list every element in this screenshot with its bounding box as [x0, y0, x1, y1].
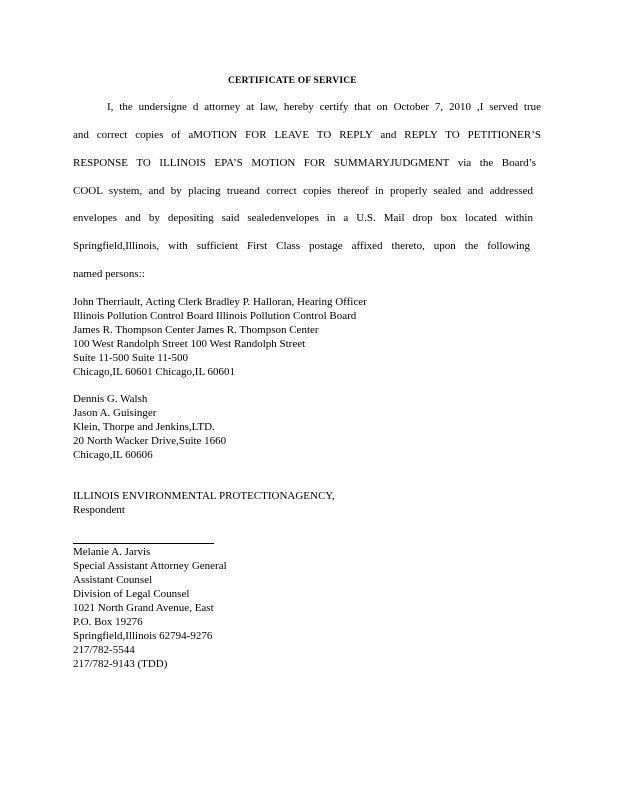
respondent-label: Respondent	[73, 504, 125, 516]
service-line-6: Chicago,IL 60601 Chicago,IL 60601	[73, 366, 236, 378]
service-line-3: James R. Thompson Center James R. Thompson Center	[73, 324, 319, 336]
signature-line-9: 217/782-9143 (TDD)	[73, 658, 168, 670]
service-line-1: John Therriault, Acting Clerk Bradley P. Halloran, Hearing Officer	[73, 296, 367, 308]
body-line-5: envelopes and by depositing said sealedenvelopes in a U.S. Mail drop box located within	[73, 212, 533, 224]
service-line-4: 100 West Randolph Street 100 West Randolph Street	[73, 338, 306, 350]
service-line-2: Illinois Pollution Control Board Illinois Pollution Control Board	[73, 310, 357, 322]
signature-line-1: Melanie A. Jarvis	[73, 546, 151, 558]
body-line-2: and correct copies of aMOTION FOR LEAVE TO REPLY and REPLY TO PETITIONER’S	[73, 129, 541, 141]
walsh-line-2: Jason A. Guisinger	[73, 407, 157, 419]
signature-line-2: Special Assistant Attorney General	[73, 560, 227, 572]
walsh-line-4: 20 North Wacker Drive,Suite 1660	[73, 435, 227, 447]
body-line-7: named persons::	[73, 268, 145, 280]
signature-line	[73, 543, 214, 544]
body-line-1: I, the undersigne d attorney at law, hereby certify that on October 7, 2010 ,I served true	[107, 101, 541, 113]
respondent-agency: ILLINOIS ENVIRONMENTAL PROTECTIONAGENCY,	[73, 490, 335, 502]
signature-line-3: Assistant Counsel	[73, 574, 153, 586]
walsh-line-1: Dennis G. Walsh	[73, 393, 148, 405]
walsh-line-5: Chicago,IL 60606	[73, 449, 153, 461]
walsh-line-3: Klein, Thorpe and Jenkins,LTD.	[73, 421, 215, 433]
document-title: CERTIFICATE OF SERVICE	[228, 76, 357, 86]
signature-line-6: P.O. Box 19276	[73, 616, 143, 628]
body-line-3: RESPONSE TO ILLINOIS EPA’S MOTION FOR SUMMARYJUDGMENT via the Board’s	[73, 157, 536, 169]
body-line-4: COOL system, and by placing trueand correct copies thereof in properly sealed and addressed	[73, 185, 533, 197]
service-line-5: Suite 11-500 Suite 11-500	[73, 352, 188, 364]
signature-line-5: 1021 North Grand Avenue, East	[73, 602, 214, 614]
body-line-6: Springfield,Illinois, with sufficient First Class postage affixed thereto, upon the following	[73, 240, 530, 252]
signature-line-7: Springfield,Illinois 62794-9276	[73, 630, 213, 642]
signature-line-8: 217/782-5544	[73, 644, 135, 656]
signature-line-4: Division of Legal Counsel	[73, 588, 190, 600]
